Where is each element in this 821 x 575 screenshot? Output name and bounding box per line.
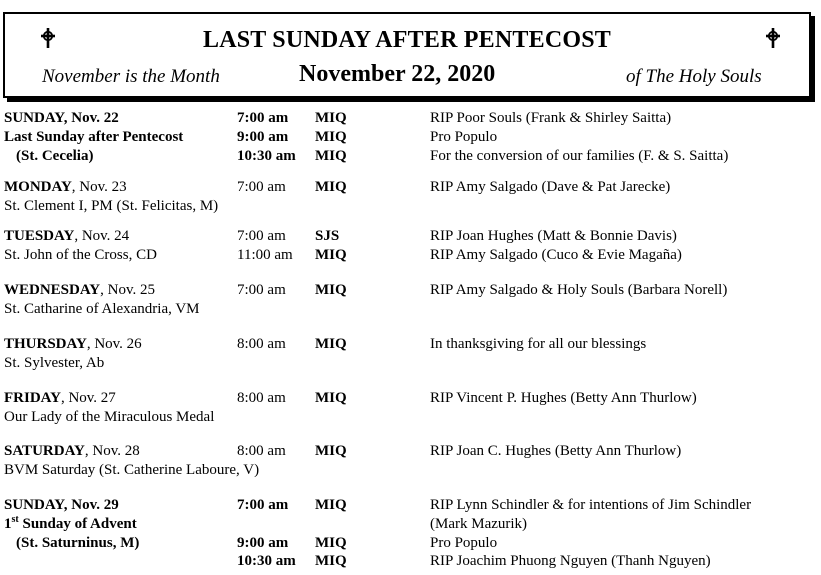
mass-location: MIQ <box>315 390 347 406</box>
feast-name: 1st Sunday of Advent <box>4 514 137 532</box>
saint-commemoration: (St. Cecelia) <box>16 148 94 164</box>
day-heading: SUNDAY, Nov. 29 <box>4 497 119 513</box>
feast-name: Our Lady of the Miraculous Medal <box>4 409 215 425</box>
feast-name: BVM Saturday (St. Catherine Laboure, V) <box>4 462 260 478</box>
day-heading: MONDAY, Nov. 23 <box>4 179 127 195</box>
mass-intention: RIP Joachim Phuong Nguyen (Thanh Nguyen) <box>430 553 711 569</box>
day-heading: FRIDAY, Nov. 27 <box>4 390 116 406</box>
mass-intention-continued: (Mark Mazurik) <box>430 516 528 532</box>
mass-intention: For the conversion of our families (F. & S. Saitta) <box>430 148 729 164</box>
feast-name: St. Clement I, PM (St. Felicitas, M) <box>4 198 219 214</box>
day-heading: TUESDAY, Nov. 24 <box>4 228 130 244</box>
mass-time: 11:00 am <box>237 247 293 263</box>
mass-intention: RIP Vincent P. Hughes (Betty Ann Thurlow) <box>430 390 697 406</box>
mass-intention: Pro Populo <box>430 535 498 551</box>
mass-time: 7:00 am <box>237 110 289 126</box>
mass-time: 10:30 am <box>237 148 296 164</box>
feast-name: Last Sunday after Pentecost <box>4 129 184 145</box>
mass-location: MIQ <box>315 129 347 145</box>
mass-time: 8:00 am <box>237 390 286 406</box>
day-heading: WEDNESDAY, Nov. 25 <box>4 282 155 298</box>
mass-location: MIQ <box>315 497 347 513</box>
page-title: LAST SUNDAY AFTER PENTECOST <box>203 27 611 53</box>
mass-time: 9:00 am <box>237 535 289 551</box>
mass-time: 7:00 am <box>237 228 286 244</box>
mass-intention: RIP Amy Salgado (Cuco & Evie Magaña) <box>430 247 682 263</box>
mass-location: MIQ <box>315 553 347 569</box>
mass-time: 7:00 am <box>237 282 286 298</box>
mass-intention: RIP Joan Hughes (Matt & Bonnie Davis) <box>430 228 677 244</box>
feast-name: St. Sylvester, Ab <box>4 355 105 371</box>
mass-location: MIQ <box>315 110 347 126</box>
mass-location: SJS <box>315 228 340 244</box>
mass-location: MIQ <box>315 148 347 164</box>
celtic-cross-icon <box>763 28 783 48</box>
feast-name: St. John of the Cross, CD <box>4 247 157 263</box>
month-dedication-right: of The Holy Souls <box>626 66 762 87</box>
mass-time: 7:00 am <box>237 179 286 195</box>
day-heading: SUNDAY, Nov. 22 <box>4 110 119 126</box>
mass-intention: RIP Joan C. Hughes (Betty Ann Thurlow) <box>430 443 682 459</box>
feast-name: St. Catharine of Alexandria, VM <box>4 301 200 317</box>
day-heading: SATURDAY, Nov. 28 <box>4 443 140 459</box>
mass-location: MIQ <box>315 247 347 263</box>
mass-time: 9:00 am <box>237 129 289 145</box>
mass-intention: RIP Lynn Schindler & for intentions of Jim Schindler <box>430 497 752 513</box>
mass-location: MIQ <box>315 336 347 352</box>
mass-time: 8:00 am <box>237 443 286 459</box>
header-date: November 22, 2020 <box>299 61 496 87</box>
mass-location: MIQ <box>315 443 347 459</box>
header-box <box>3 12 811 98</box>
mass-location: MIQ <box>315 535 347 551</box>
mass-intention: Pro Populo <box>430 129 498 145</box>
saint-commemoration: (St. Saturninus, M) <box>16 535 140 551</box>
mass-intention: RIP Amy Salgado & Holy Souls (Barbara Norell) <box>430 282 728 298</box>
mass-location: MIQ <box>315 179 347 195</box>
mass-intention: RIP Poor Souls (Frank & Shirley Saitta) <box>430 110 672 126</box>
mass-time: 10:30 am <box>237 553 296 569</box>
day-heading: THURSDAY, Nov. 26 <box>4 336 142 352</box>
month-dedication-left: November is the Month <box>42 66 220 87</box>
mass-intention: RIP Amy Salgado (Dave & Pat Jarecke) <box>430 179 671 195</box>
mass-time: 7:00 am <box>237 497 289 513</box>
mass-time: 8:00 am <box>237 336 286 352</box>
mass-location: MIQ <box>315 282 347 298</box>
mass-intention: In thanksgiving for all our blessings <box>430 336 647 352</box>
